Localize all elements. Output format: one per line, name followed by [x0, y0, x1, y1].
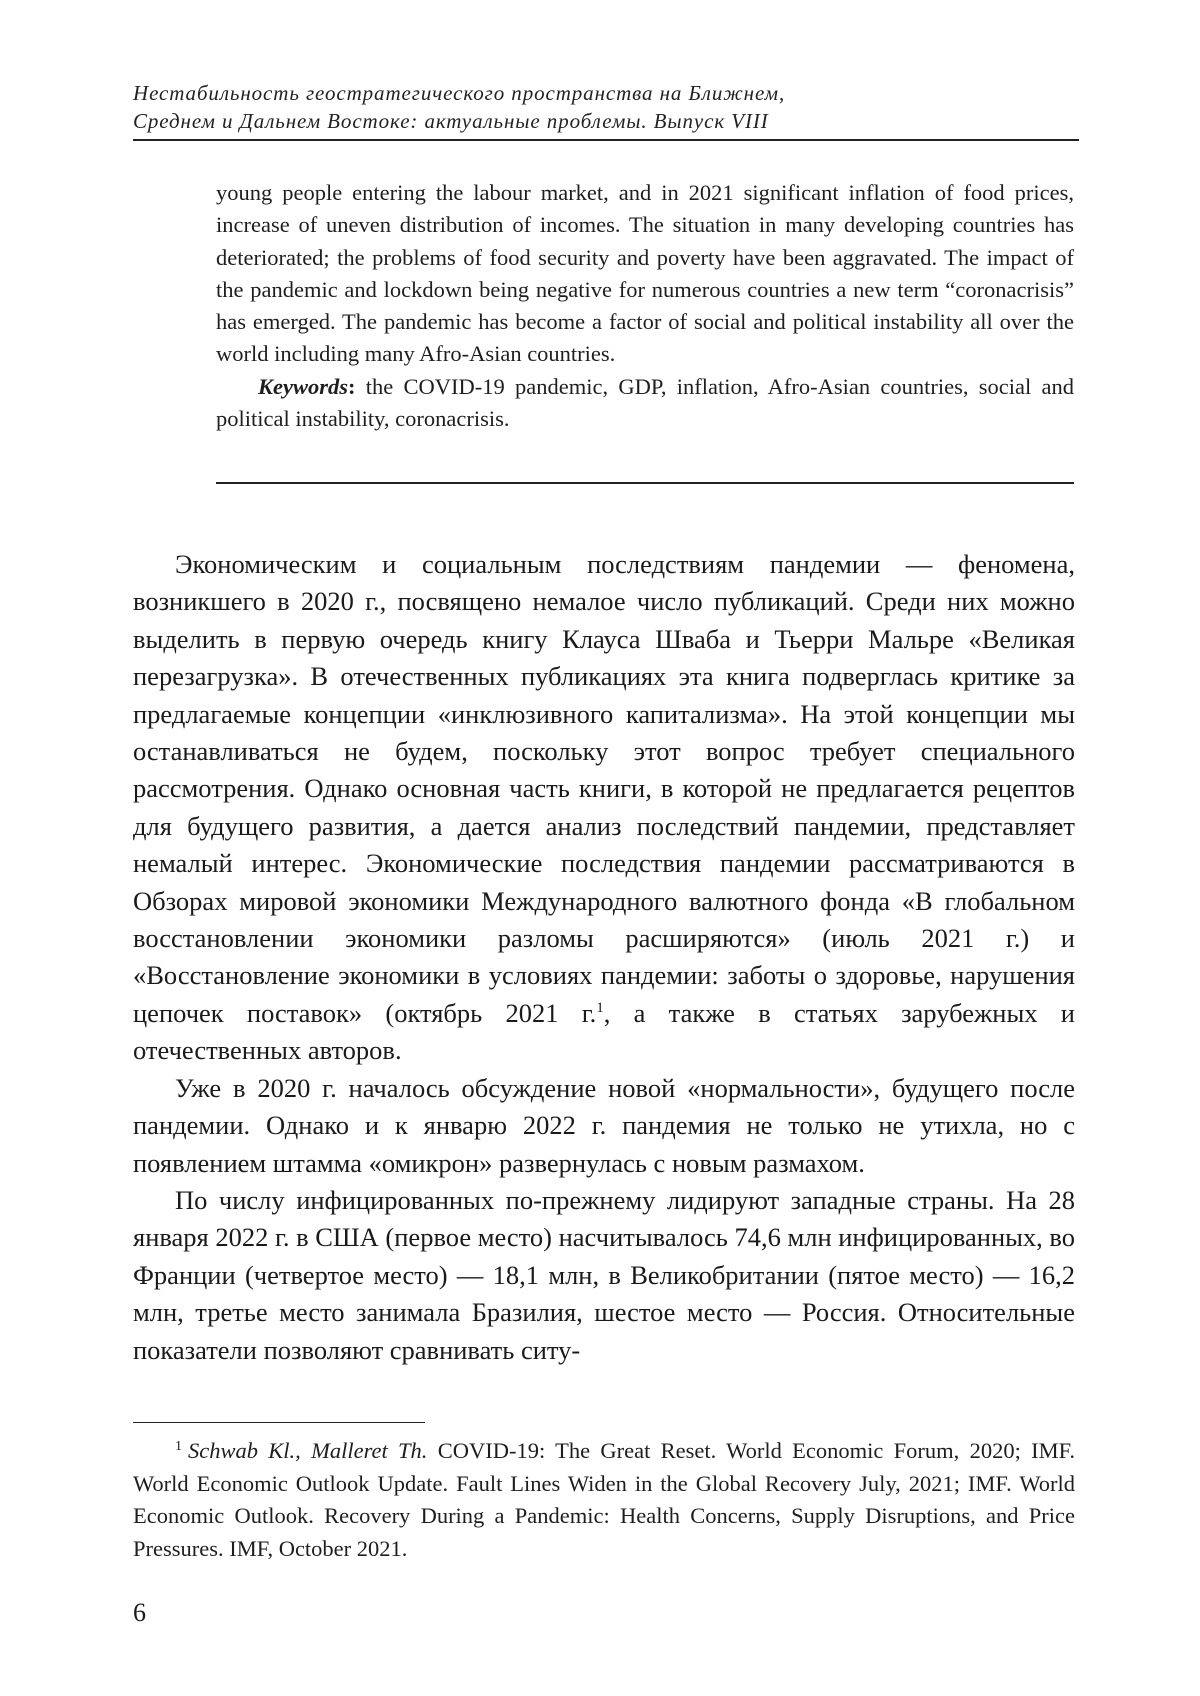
footnote-authors: Schwab Kl., Malleret Th. — [188, 1438, 427, 1463]
abstract-text: young people entering the labour market, and in 2021 significant inflation of food prices, increase of uneven distribution of incomes. The situation in many devel­oping countries has deteriorated; the problems of food security and poverty have been aggravated. The impact of the pandemic and lockdown being negative for numerous countries a new term “coronacrisis” has emerged. The pandemic has become a factor of social and political instability all over the world including many Afro-Asian countries. — [216, 177, 1074, 371]
abstract-divider — [216, 482, 1074, 484]
paragraph-1-tail: , а также в статьях зарубежных и отечественных авторов. — [133, 998, 1075, 1065]
footnote-mark: 1 — [175, 1439, 182, 1454]
running-header-line-2: Среднем и Дальнем Востоке: актуальные проблемы. Выпуск VIII — [133, 107, 1079, 135]
paragraph-1-text: Экономическим и социальным последствиям пандемии — феномена, возникшего в 2020 г., посвящено немалое число публикаций. Среди них можно выделить в первую очередь книгу Клауса Шваба и Тьерри Мальре «Великая перезагрузка». В отечественных публикациях эта книга подверглась критике за предлагаемые концепции «инклюзив­ного капитализма». На этой концепции мы останавливаться не будем, поскольку этот вопрос требует специального рассмотрения. Однако основная часть книги, в которой не предлагается рецептов для буду­щего развития, а дается анализ последствий пандемии, представляет немалый интерес. Экономические последствия пандемии рассматрива­ются в Обзорах мировой экономики Международного валютного фонда «В глобальном восстановлении экономики разломы расширяются» (июль 2021 г.) и «Восстановление экономики в условиях пандемии: заботы о здоровье, нарушения цепочек поставок» (октябрь 2021 г. — [133, 549, 1075, 1028]
page-number: 6 — [133, 1598, 146, 1628]
paragraph-1 — [133, 546, 1075, 1070]
footnote-1 — [133, 1435, 1075, 1565]
main-text — [133, 546, 1075, 1369]
footnote-text: COVID-19: The Great Reset. World Economic Forum, 2020; IMF. World Economic Outlook Update. Fault Lines Widen in the Global Recovery July, 2021; IMF. World Economic Outlook. Recovery During a Pandemic: Health Concerns, Supply Disruptions, and Price Pressures. IMF, October 2021. — [133, 1438, 1075, 1561]
english-abstract — [216, 177, 1074, 435]
paragraph-2: Уже в 2020 г. началось обсуждение новой «нормальности», будущего после пандемии. Однако и к январю 2022 г. пандемия не только не утихла, но с появлением штамма «омикрон» развернулась с новым размахом. — [133, 1070, 1075, 1182]
document-page — [0, 0, 1200, 1696]
running-header — [133, 79, 1079, 135]
footnote-divider — [133, 1422, 425, 1423]
footnote — [133, 1435, 1075, 1565]
paragraph-3: По числу инфицированных по-прежнему лидируют западные страны. На 28 января 2022 г. в США (первое место) насчитывалось 74,6 млн инфи­цированных, во Франции (четвертое место) — 18,1 млн, в Великобритании (пятое место) — 16,2 млн, третье место занимала Бразилия, шестое место — Россия. Относительные показатели позволяют сравнивать ситу- — [133, 1182, 1075, 1369]
header-divider — [133, 139, 1079, 141]
keywords-paragraph — [216, 371, 1074, 436]
keywords-text: the COVID-19 pandemic, GDP, inflation, Afro-Asian countries, social and political instability, coronacrisis. — [216, 374, 1074, 431]
footnote-reference[interactable]: 1 — [596, 1000, 604, 1016]
keywords-colon: : — [348, 374, 356, 399]
keywords-label: Keywords — [258, 374, 348, 399]
running-header-line-1: Нестабильность геостратегического пространства на Ближнем, — [133, 79, 1079, 107]
